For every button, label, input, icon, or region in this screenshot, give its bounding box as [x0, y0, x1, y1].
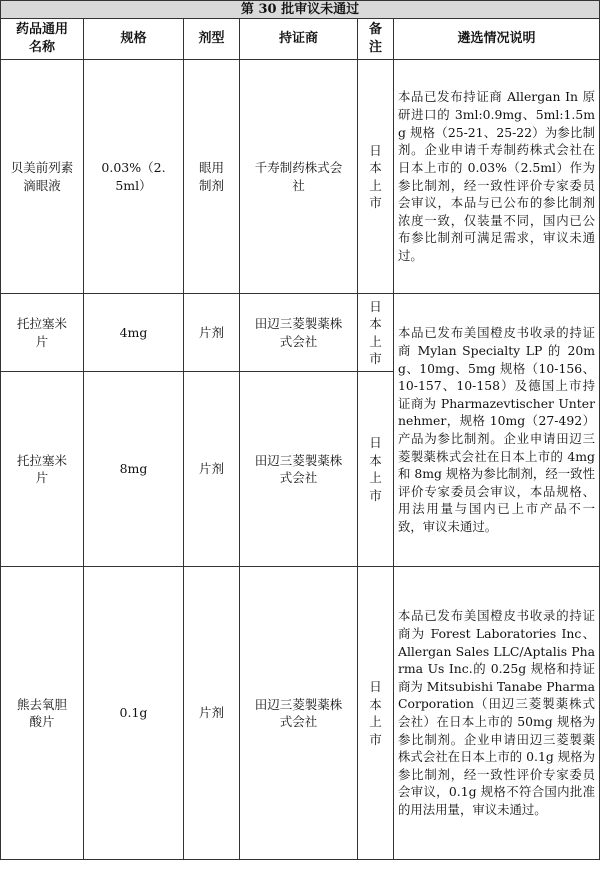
drug-name-cell: 托拉塞米片	[1, 294, 84, 372]
note-cell: 日本上市	[358, 60, 394, 294]
header-desc: 遴选情况说明	[394, 19, 600, 60]
header-name: 药品通用名称	[1, 19, 84, 60]
header-row	[1, 19, 600, 60]
header-form: 剂型	[184, 19, 240, 60]
table-row	[1, 60, 600, 294]
description-cell: 本品已发布持证商 Allergan In 原研进口的 3ml:0.9mg、5ml:1.5mg 规格（25-21、25-22）为参比制剂。企业申请千寿制药株式会社在日本上市的 0.03%（2.5ml）作为参比制剂，经一致性评价专家委员会审议，本品与已公布的参比制剂浓度一致，仅装量不同，国内已公布参比制剂可满足需求，审议未通过。	[394, 60, 600, 294]
spec-cell: 0.03%（2.5ml）	[84, 60, 184, 294]
holder-cell: 田辺三菱製薬株式会社	[240, 294, 358, 372]
table-row	[1, 294, 600, 372]
spec-cell: 4mg	[84, 294, 184, 372]
dosage-form-cell: 片剂	[184, 372, 240, 567]
drug-name-cell: 托拉塞米片	[1, 372, 84, 567]
table-row	[1, 567, 600, 860]
dosage-form-cell: 片剂	[184, 294, 240, 372]
note-cell: 日本上市	[358, 372, 394, 567]
note-cell: 日本上市	[358, 294, 394, 372]
holder-cell: 千寿制药株式会社	[240, 60, 358, 294]
drug-name-cell: 贝美前列素滴眼液	[1, 60, 84, 294]
dosage-form-cell: 眼用制剂	[184, 60, 240, 294]
spec-cell: 8mg	[84, 372, 184, 567]
note-cell: 日本上市	[358, 567, 394, 860]
header-note: 备注	[358, 19, 394, 60]
dosage-form-cell: 片剂	[184, 567, 240, 860]
header-holder: 持证商	[240, 19, 358, 60]
table-title: 第 30 批审议未通过	[1, 1, 600, 19]
holder-cell: 田辺三菱製薬株式会社	[240, 567, 358, 860]
description-cell-merged: 本品已发布美国橙皮书收录的持证商 Mylan Specialty LP 的 20mg、10mg、5mg 规格（10-156、10-157、10-158）及德国上市持证商为 Pharmazevtischer Unternehmer，规格 10mg（27-492）产品为参比制剂。企业申请田辺三菱製薬株式会社在日本上市的 4mg 和 8mg 规格为参比制剂，经一致性评价专家委员会审议，本品规格、用法用量与国内已上市产品不一致，审议未通过。	[394, 294, 600, 567]
drug-name-cell: 熊去氧胆酸片	[1, 567, 84, 860]
header-spec: 规格	[84, 19, 184, 60]
description-cell: 本品已发布美国橙皮书收录的持证商为 Forest Laboratories Inc、Allergan Sales LLC/Aptalis Pharma Us Inc.的 0.25g 规格和持证商为 Mitsubishi Tanabe Pharma Corporation（田辺三菱製薬株式会社）在日本上市的 50mg 规格为参比制剂。企业申请田辺三菱製薬株式会社在日本上市的 0.1g 规格为参比制剂，经一致性评价专家委员会审议，0.1g 规格不符合国内批准的用法用量，审议未通过。	[394, 567, 600, 860]
holder-cell: 田辺三菱製薬株式会社	[240, 372, 358, 567]
spec-cell: 0.1g	[84, 567, 184, 860]
